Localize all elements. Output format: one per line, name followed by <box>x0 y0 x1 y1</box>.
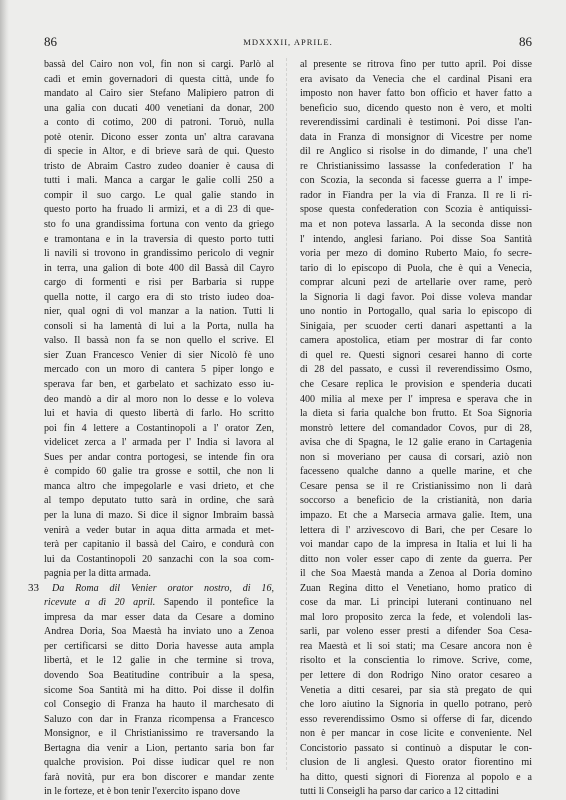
text-line: la dieta si faria qualche bon frutto. Et Soa Signoria <box>300 408 532 420</box>
text-line: li navili si trovono in grandissimo pericolo di vegnir <box>44 248 274 260</box>
text-line: esso reverendissimo Osmo si offerse di far, dicendo <box>300 713 532 725</box>
text-line: sarli, par voleno esser presti a difender Soa Cesa- <box>300 626 532 638</box>
text-line: in le forteze, et è bon tenir l'exercito ispano dove <box>44 786 240 798</box>
text-line: Cesare pensa se il re Cristianissimo non li darà <box>300 480 532 492</box>
text-line: Monsignor, e il Christianissimo re traversando la <box>44 728 274 740</box>
text-line: ha ditto, questi signori di Fiorenza al popolo e a <box>300 771 532 783</box>
text-line: deo mandò a dir al moro non lo desse e lo voleva <box>44 393 274 405</box>
text-line: con Scozia, la seconda si facesse guerra a l' impe- <box>300 175 532 187</box>
left-text-column <box>44 58 274 800</box>
text-line: lui da Costantinopoli 20 sanzachi con la soa com- <box>44 553 274 565</box>
text-line: cargo di formenti e risi per Barbaria si ruppe <box>44 277 274 289</box>
text-line: tristo de Abraim Castro zudeo doanier è causa di <box>44 160 274 172</box>
text-line: manca altro che impegolarle e vasi drieto, et che <box>44 480 274 492</box>
text-line: valso. Il bassà non fa se non quello el scrive. El <box>44 335 274 347</box>
text-line: monstrò lettere del comandador Covos, pur di 28, <box>300 422 532 434</box>
text-line: videlicet zerca a l' armada per l' India si lavora al <box>44 437 274 449</box>
text-line: mandato al Cairo sier Stefano Malipiero patron di <box>44 88 274 100</box>
text-line: Sues per andar contra portogesi, se intende fin ora <box>44 451 274 463</box>
text-line: per certificarsi se ditto Doria havesse auta ampla <box>44 640 274 652</box>
text-line: consoli si ha lamentà di lui a la Porta, nulla ha <box>44 320 274 332</box>
text-line: è compido 60 galie tra grosse e sottil, che non li <box>44 466 274 478</box>
text-line: in terra, una galion di bote 400 dil Bassà dil Cayro <box>44 262 274 274</box>
text-line: camera apostolica, etiam per mostrar di far conto <box>300 335 532 347</box>
text-line: col Consegio di Franza ha hauto il marchesato di <box>44 699 274 711</box>
text-line: di quel re. Questi signori cesarei hanno di corte <box>300 349 532 361</box>
text-line: soccorso a beneficio de la cristianità, non daria <box>300 495 532 507</box>
text-line: ma et non poteva lassarla. A la seconda disse non <box>300 219 532 231</box>
page-gutter-shadow <box>0 0 9 800</box>
text-line: non si moveriano per causa di corsari, aziò non <box>300 451 532 463</box>
text-line: tutti li Conseigli ha parso dar carico a 12 cittadini <box>300 786 499 798</box>
text-line: questo porto ha fruado li armizi, et a dì 23 di que- <box>44 204 274 216</box>
text-line: venirà a veder butar in aqua ditta armada et met- <box>44 524 274 536</box>
text-line: Saluzo con dar in Franza ricompensa a Francesco <box>44 713 274 725</box>
text-line: per lettere di don Rodrigo Nino orator cesareo a <box>300 669 532 681</box>
text-line: impazo. Et che a Marsecia armava galie. Item, una <box>300 509 532 521</box>
text-line: uno nontio in Portogallo, qual saria lo episcopo di <box>300 306 532 318</box>
text-line: Da Roma dil Venier orator nostro, di 16, <box>52 582 274 594</box>
text-line: terà per capitanio il bassà del Cairo, e condurà con <box>44 539 274 551</box>
text-line: il che Soa Maestà manda a Zenoa al Doria domino <box>300 568 532 580</box>
text-line: Concistorio passato si continuò a disputar le con- <box>300 742 532 754</box>
text-line: cadì et emin governadori di questa città, unde fo <box>44 73 274 85</box>
text-line: sicome Soa Santità mi ha ditto. Poi disse il dolfin <box>44 684 274 696</box>
text-line: l' intendo, anglesi fariano. Poi disse Soa Santità <box>300 233 532 245</box>
text-line: dil re Anglico si risolse in do dimande, l' una che'l <box>300 146 532 158</box>
text-line: Sinigaia, per scuoder certi danari aspettanti a la <box>300 320 532 332</box>
text-line: voria per mezo di domino Ruberto Maio, fo secre- <box>300 248 532 260</box>
page-number-right: 86 <box>519 34 532 49</box>
text-line: comprar alcuni pezi de artellarie over rame, però <box>300 277 532 289</box>
text-line: poi fin 4 lettere a Costantinopoli a l' orator Zen, <box>44 422 274 434</box>
text-line: che loro aiutino la Signoria in quello potrano, però <box>300 699 532 711</box>
text-line: farà novità, pur era bon discorer e mandar zente <box>44 771 274 783</box>
text-line: nier, qual ogni dì vol manzar a la nation. Tutti li <box>44 306 274 318</box>
column-divider <box>286 58 287 770</box>
text-line: re Christianissimo lassasse la confederation l' ha <box>300 160 532 172</box>
text-line: Zuan Regina ditto el Venetiano, homo pratico di <box>300 582 532 594</box>
text-line: qualche provision. Poi disse iudicar quel re non <box>44 757 274 769</box>
text-line: mal loro proposito zerca la fede, et volendoli las- <box>300 611 532 623</box>
text-line: quella notte, il cargo era di sto tristo iudeo doa- <box>44 291 274 303</box>
text-line: spose questa confederation con Scozia è antiquissi- <box>300 204 532 216</box>
text-line: clusion de li anglesi. Questo orator fiorentino mi <box>300 757 532 769</box>
right-text-column <box>300 58 532 800</box>
text-line: per la luna di mazo. Si dice il signor Imbraim bassà <box>44 509 274 521</box>
text-line: ricevute a dì 20 april. Sapendo il pontefice la <box>44 597 274 609</box>
text-line: tutti i mali. Manca a cargar le galie colli 250 a <box>44 175 274 187</box>
text-line: una galia con ducati 400 venetiani da donar, 200 <box>44 102 274 114</box>
text-line: risolto et la conscientia lo rimove. Scrive, come, <box>300 655 532 667</box>
text-line: ditto non voler esser capo di zente da guerra. Per <box>300 553 532 565</box>
text-line: pagnia per la ditta armada. <box>44 568 151 580</box>
text-line: al tempo deputato tutto sarà in ordine, che sarà <box>44 495 274 507</box>
page-header <box>44 34 532 50</box>
text-line: sto fo una grandissima fortuna con vento da griego <box>44 219 274 231</box>
page-number-left: 86 <box>44 34 57 49</box>
running-title: MDXXXII, APRILE. <box>243 37 333 47</box>
text-line: impresa da mar esser data da Cesare a domino <box>44 611 274 623</box>
text-line: 400 milia al mexe per l' impresa e sperava che in <box>300 393 532 405</box>
text-line: Andrea Doria, Soa Maestà ha inviato uno a Zenoa <box>44 626 274 638</box>
text-line: data in Franza di monsignor di Vicestre per nome <box>300 131 532 143</box>
text-line: voi mandar capo de la impresa in Italia et lui li ha <box>300 539 532 551</box>
text-line: di specie in Altor, e di brieve sarà de qui. Questo <box>44 146 274 158</box>
text-line: cose da mar. Li principi luterani continuano nel <box>300 597 532 609</box>
text-line: imposto non haver fatto bon officio et haver fatto a <box>300 88 532 100</box>
margin-note-number: 33 <box>28 581 39 594</box>
text-line: che Cesare replica le provision e spenderia ducati <box>300 379 532 391</box>
text-line: a conto di cotimo, 200 di patroni. Toruò, nulla <box>44 117 274 129</box>
text-line: e tramontana e in la traversia di questo porto tutti <box>44 233 274 245</box>
text-line: sperava far ben, et garbelato et sachizato esso iu- <box>44 379 274 391</box>
text-line: di 28 del passato, e cussì il reverendissimo Osmo, <box>300 364 532 376</box>
text-line: rea Maestà et li soi stati; ma Cesare ancora non è <box>300 640 532 652</box>
text-line: rador in Fiandra per la via di Franza. Il re li ri- <box>300 189 532 201</box>
text-line: avisa che di Spagna, le 12 galie erano in Cartagenia <box>300 437 532 449</box>
text-line: la Signoria li dagi favor. Poi disse voleva mandar <box>300 291 532 303</box>
text-line: bassà del Cairo non vol, fin non si cargi. Parlò al <box>44 59 274 70</box>
text-line: Bertagna dia venir a Lion, pertanto saria bon far <box>44 742 274 754</box>
text-line: al presente se ritrova fino per tutto april. Poi disse <box>300 59 532 70</box>
text-line: lettera di l' arzivescovo di Bari, che per Cesare lo <box>300 524 532 536</box>
text-line: tario di lo episcopo di Puola, che è qui a Venecia, <box>300 262 532 274</box>
text-line: era avisato da Venecia che el cardinal Pisani era <box>300 73 532 85</box>
text-line: beneficio suo, dicendo questo non è vero, et molti <box>300 102 532 114</box>
text-line: facesseno qualche danno a quelle marine, et che <box>300 466 532 478</box>
text-line: compir il suo cargo. Le qual galie stando in <box>44 189 274 201</box>
text-line: reverendissimi cardinali è testimoni. Poi disse l'an- <box>300 117 532 129</box>
text-line: libertà, et le 12 galie in che termine si trova, <box>44 655 274 667</box>
text-line: dovendo Soa Beatitudine contribuir a la spesa, <box>44 669 274 681</box>
text-line: lui et havia di questo libertà di farlo. Ho scritto <box>44 408 274 420</box>
text-line: mercado con un moro di cantera 5 piper longo e <box>44 364 274 376</box>
text-line: sier Zuan Francesco Venier di sier Nicolò fè uno <box>44 349 274 361</box>
text-line: Venetia a ditti cesarei, par sia stà pregato de qui <box>300 684 532 696</box>
text-line: potè otenir. Dicono esser zonta un' altra caravana <box>44 131 274 143</box>
text-line: non è per mancar in cose licite e conveniente. Nel <box>300 728 532 740</box>
